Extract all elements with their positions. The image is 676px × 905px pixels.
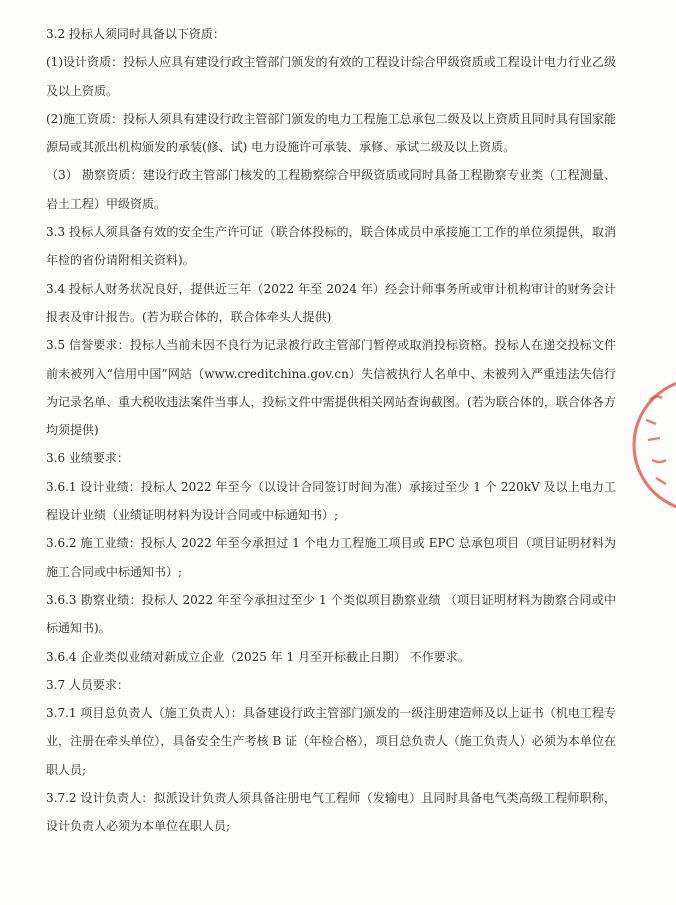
clause-survey-qualification: （3） 勘察资质：建设行政主管部门核发的工程勘察综合甲级资质或同时具备工程勘察专业类（工程测量、岩土工程）甲级资质。	[46, 168, 616, 211]
clause-3-2-heading: 3.2 投标人须同时具备以下资质：	[46, 27, 225, 41]
document-body	[46, 20, 616, 841]
seal-ring	[634, 379, 676, 511]
clause-3-7-heading: 3.7 人员要求：	[46, 677, 129, 692]
clause-3-5-credit: 3.5 信誉要求：投标人当前未因不良行为记录被行政主管部门暂停或取消投标资格。投标人在递交投标文件前未被列入“信用中国”网站（www.creditchina.gov.cn）失信被执行人名单中、未被列入严重违法失信行为记录名单、重大税收违法案件当事人，投标文件中需提供相关网站查询截图。(若为联合体的，联合体各方均须提供)	[46, 338, 616, 438]
clause-3-7-1-project-manager: 3.7.1 项目总负责人（施工负责人）：具备建设行政主管部门颁发的一级注册建造师及以上证书（机电工程专业，注册在牵头单位），具备安全生产考核 B 证（年检合格），项目总负责人（施工负责人）必须为本单位在职人员;	[46, 706, 616, 777]
clause-3-6-2-construction-performance: 3.6.2 施工业绩：投标人 2022 年至今承担过 1 个电力工程施工项目或 EPC 总承包项目（项目证明材料为施工合同或中标通知书）;	[46, 536, 616, 579]
clause-3-6-1-design-performance: 3.6.1 设计业绩：投标人 2022 年至今（以设计合同签订时间为准）承接过至少 1 个 220kV 及以上电力工程设计业绩（业绩证明材料为设计合同或中标通知书）;	[46, 479, 616, 523]
clause-design-qualification: (1)设计资质：投标人应具有建设行政主管部门颁发的有效的工程设计综合甲级资质或工程设计电力行业乙级及以上资质。	[46, 55, 616, 98]
clause-3-6-4-new-enterprise: 3.6.4 企业类似业绩对新成立企业（2025 年 1 月至开标截止日期） 不作要求。	[46, 649, 470, 664]
clause-3-6-3-survey-performance: 3.6.3 勘察业绩：投标人 2022 年至今承担过至少 1 个类似项目勘察业绩 （项目证明材料为勘察合同或中标通知书)。	[46, 592, 616, 636]
clause-3-4-financial: 3.4 投标人财务状况良好，提供近三年（2022 年至 2024 年）经会计师事务所或审计机构审计的财务会计报表及审计报告。(若为联合体的，联合体牵头人提供)	[46, 281, 616, 324]
clause-3-6-heading: 3.6 业绩要求：	[46, 451, 129, 466]
clause-3-3-safety-license: 3.3 投标人须具备有效的安全生产许可证（联合体投标的，联合体成员中承接施工工作的单位须提供，取消年检的省份请附相关资料)。	[46, 225, 616, 268]
company-seal-stamp-partial	[630, 360, 676, 530]
clause-construction-qualification: (2)施工资质：投标人须具有建设行政主管部门颁发的电力工程施工总承包二级及以上资质且同时具有国家能源局或其派出机构颁发的承装(修、试) 电力设施许可承装、承修、承试二级及以上资质。	[46, 111, 616, 155]
clause-3-7-2-design-lead: 3.7.2 设计负责人：拟派设计负责人须具备注册电气工程师（发输电）且同时具备电气类高级工程师职称，设计负责人必须为本单位在职人员;	[46, 791, 616, 834]
seal-character-strokes	[646, 396, 666, 484]
